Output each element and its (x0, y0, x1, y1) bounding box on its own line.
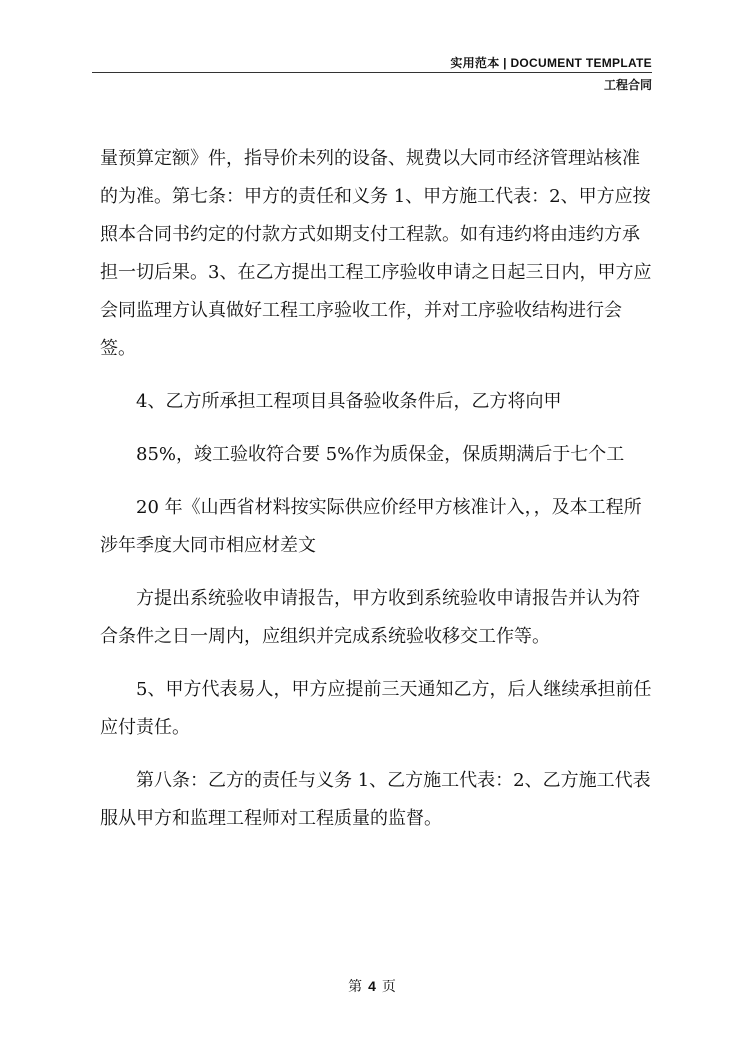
paragraph: 20 年《山西省材料按实际供应价经甲方核准计入，，及本工程所涉年季度大同市相应材差文 (100, 497, 642, 556)
document-body (100, 140, 656, 853)
header-subtitle: 工程合同 (603, 78, 652, 92)
header-title: 实用范本 | DOCUMENT TEMPLATE (450, 56, 652, 70)
paragraph: 方提出系统验收申请报告，甲方收到系统验收申请报告并认为符合条件之日一周内，应组织并完成系统验收移交工作等。 (100, 588, 640, 647)
footer-suffix: 页 (381, 979, 396, 995)
paragraph: 85%，竣工验收符合要 5%作为质保金，保质期满后于七个工 (136, 444, 625, 465)
paragraph: 5、甲方代表易人，甲方应提前三天通知乙方，后人继续承担前任应付责任。 (100, 679, 652, 738)
footer-prefix: 第 (348, 979, 363, 995)
paragraph: 量预算定额》件，指导价未列的设备、规费以大同市经济管理站核准的为准。第七条：甲方的责任和义务 1、甲方施工代表：2、甲方应按照本合同书约定的付款方式如期支付工程款。如有违约将由违约方承担一切后果。3、在乙方提出工程工序验收申请之日起三日内，甲方应会同监理方认真做好工程工序验收工作，并对工序验收结构进行会签。 (100, 148, 652, 359)
paragraph: 4、乙方所承担工程项目具备验收条件后，乙方将向甲 (136, 391, 562, 412)
page-number: 4 (368, 978, 376, 994)
paragraph: 第八条：乙方的责任与义务 1、乙方施工代表：2、乙方施工代表服从甲方和监理工程师对工程质量的监督。 (100, 770, 651, 829)
page-footer (0, 976, 744, 996)
header-divider (92, 72, 652, 73)
